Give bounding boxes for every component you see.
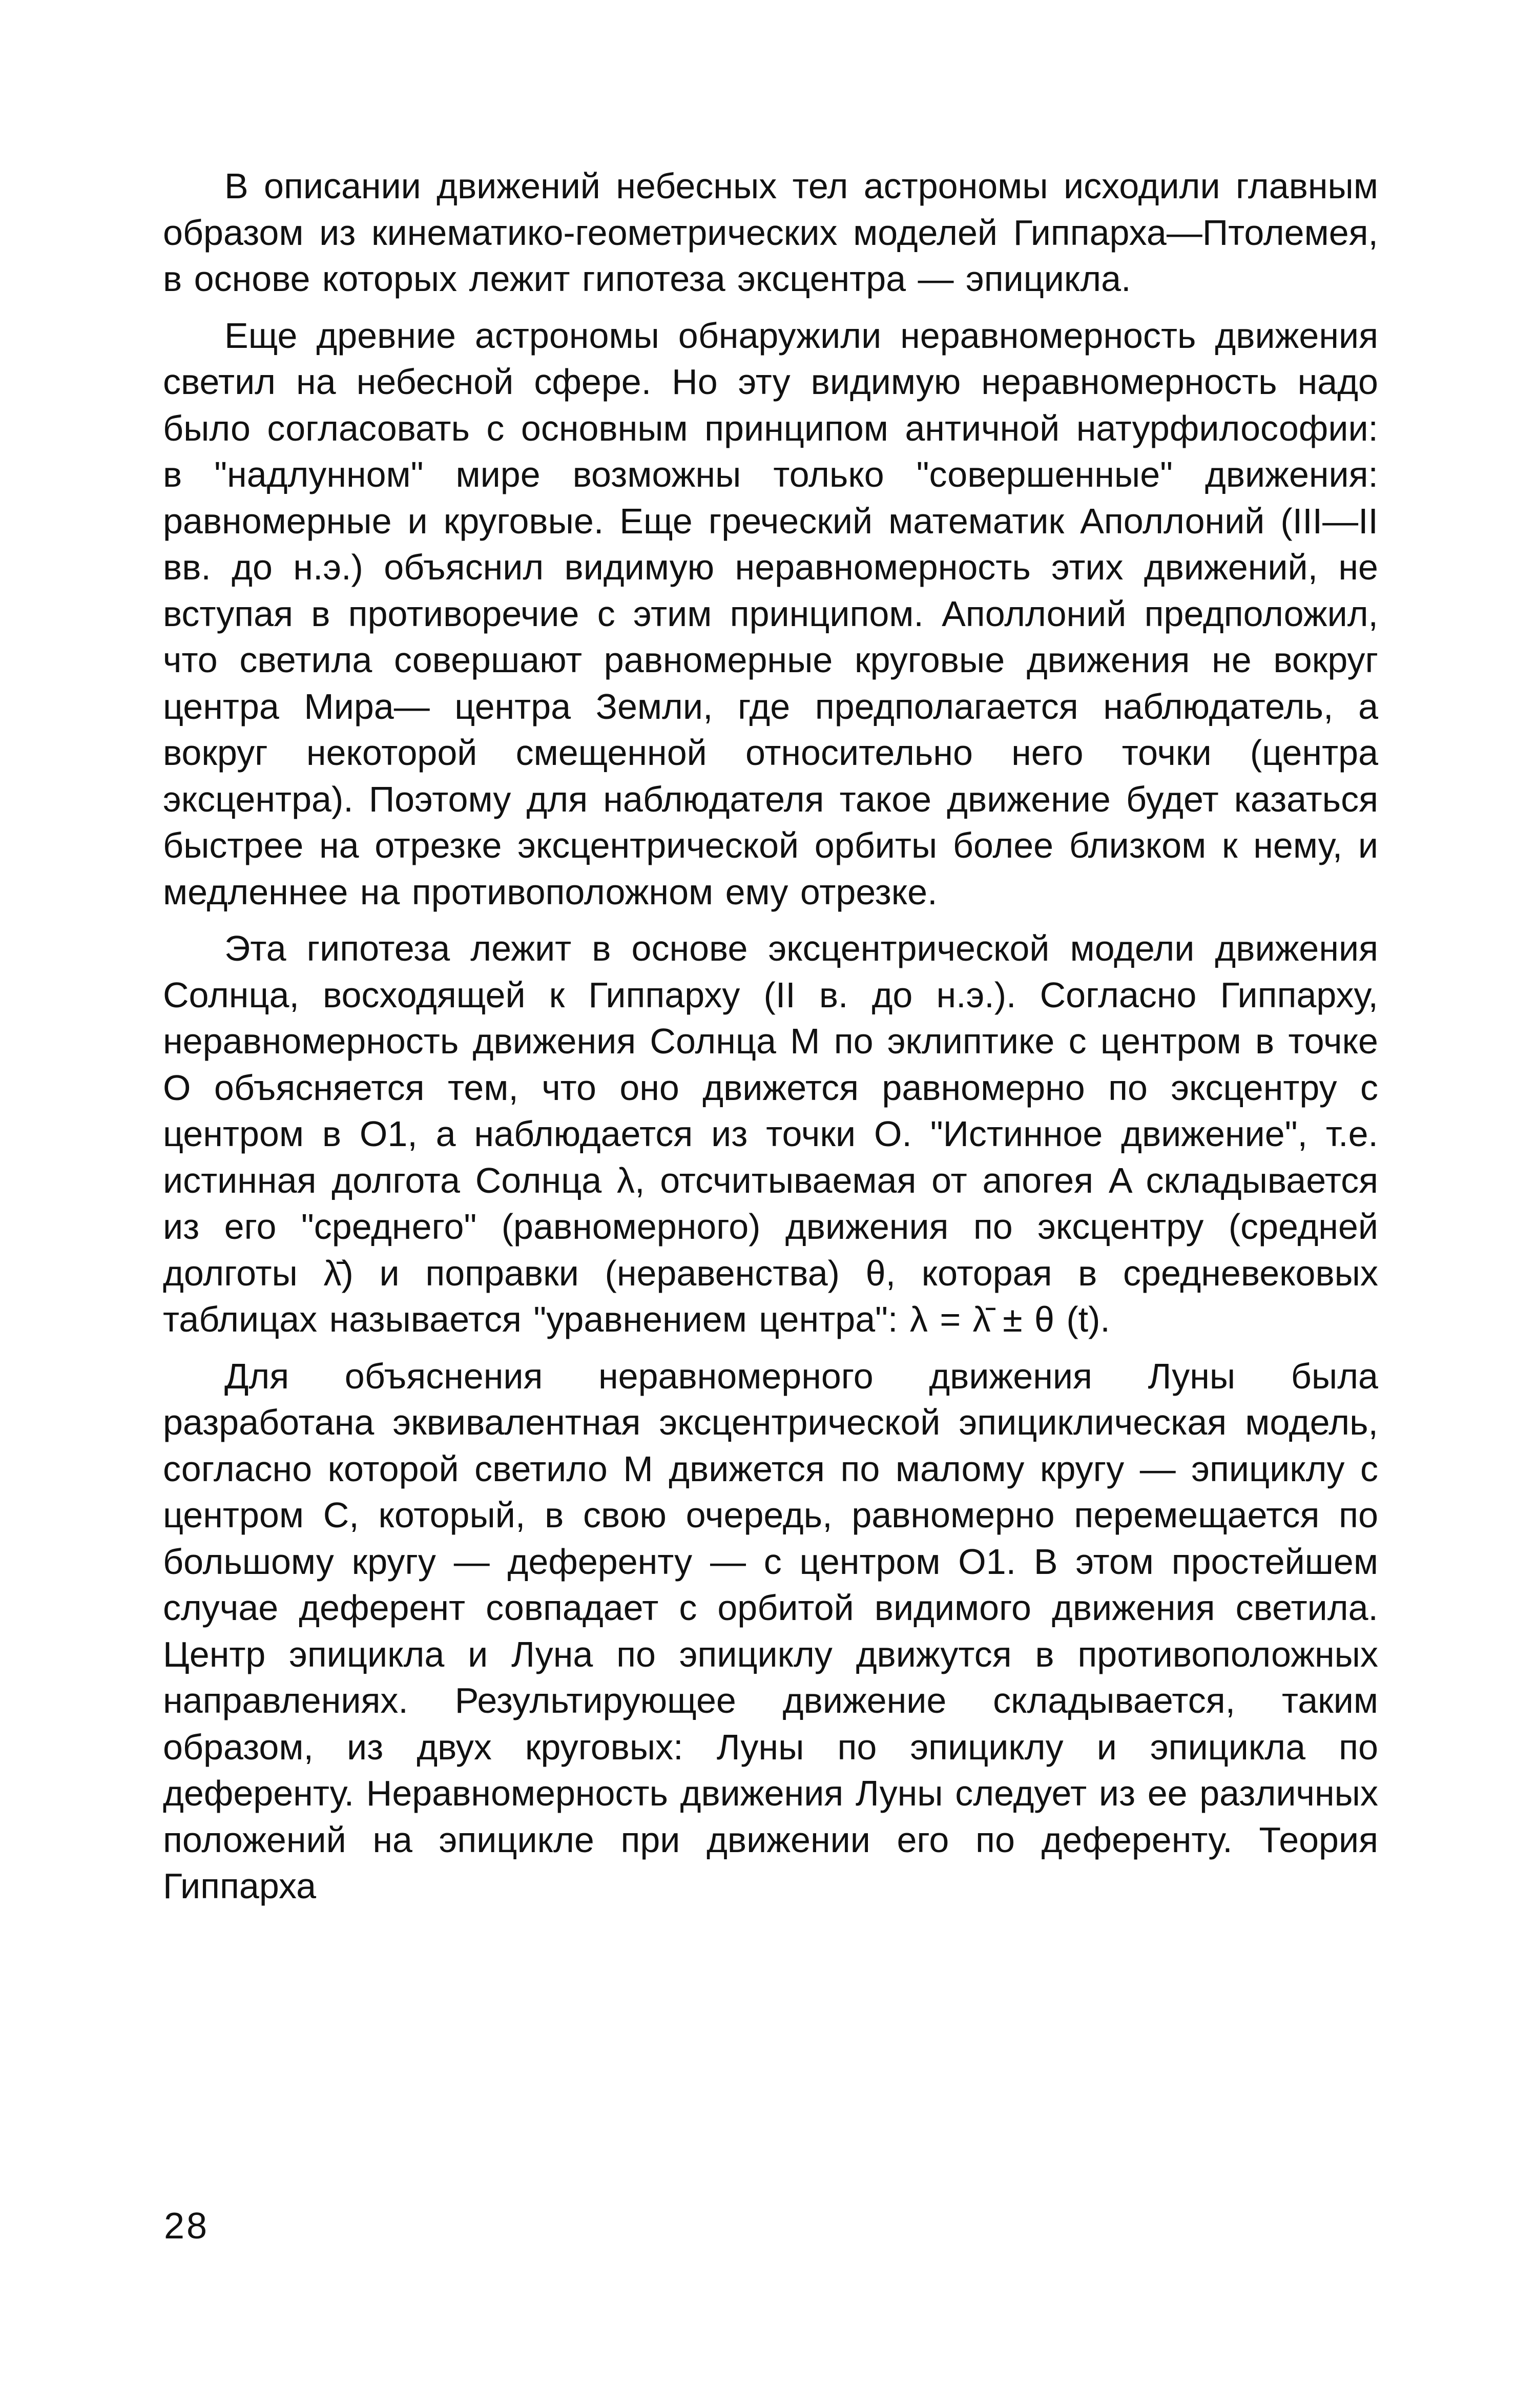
page-text-block [163,163,1378,1920]
paragraph-2: Еще древние астрономы обнаружили неравномерность движения светил на небесной сфере. Но эту видимую неравномерность надо было согласовать с основным принципом античной натурфилософии: в "надлунном" мире возможны только "совершенные" движения: равномерные и круговые. Еще греческий математик Аполлоний (III—II вв. до н.э.) объяснил видимую неравномерность этих движений, не вступая в противоречие с этим принципом. Аполлоний предположил, что светила совершают равномерные круговые движения не вокруг центра Мира— центра Земли, где предполагается наблюдатель, а вокруг некоторой смещенной относительно него точки (центра эксцентра). Поэтому для наблюдателя такое движение будет казаться быстрее на отрезке эксцентрической орбиты более близком к нему, и медленнее на противоположном ему отрезке. [163,315,1378,912]
paragraph-4: Для объяснения неравномерного движения Луны была разработана эквивалентная эксцентрической эпициклическая модель, согласно которой светило M движется по малому кругу — эпициклу с центром C, который, в свою очередь, равномерно перемещается по большому кругу — деференту — с центром O1. В этом простейшем случае деферент совпадает с орбитой видимого движения светила. Центр эпицикла и Луна по эпициклу движутся в противоположных направлениях. Результирующее движение складывается, таким образом, из двух круговых: Луны по эпициклу и эпицикла по деференту. Неравномерность движения Луны следует из ее различных положений на эпицикле при движении его по деференту. Теория Гиппарха [163,1356,1378,1906]
paragraph-3: Эта гипотеза лежит в основе эксцентрической модели движения Солнца, восходящей к Гиппарху (II в. до н.э.). Согласно Гиппарху, неравномерность движения Солнца M по эклиптике с центром в точке O объясняется тем, что оно движется равномерно по эксцентру с центром в O1, а наблюдается из точки O. "Истинное движение", т.е. истинная долгота Солнца λ, отсчитываемая от апогея A складывается из его "среднего" (равномерного) движения по эксцентру (средней долготы λ̄) и поправки (неравенства) θ, которая в средневековых таблицах называется "уравнением центра": λ = λ̄ ± θ (t). [163,928,1378,1339]
paragraph-1: В описании движений небесных тел астрономы исходили главным образом из кинематико-геометрических моделей Гиппарха—Птолемея, в основе которых лежит гипотеза эксцентра — эпицикла. [163,166,1378,299]
page-number: 28 [164,2206,210,2247]
